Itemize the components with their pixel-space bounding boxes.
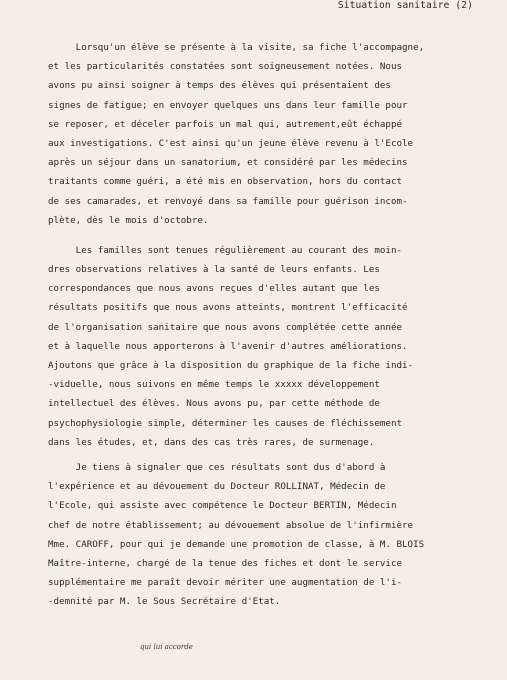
text-line: -viduelle, nous suivons en même temps le xxxxx développement bbox=[48, 379, 380, 391]
text-line: supplémentaire me paraît devoir mériter une augmentation de l'i- bbox=[48, 577, 403, 589]
text-line: de l'organisation sanitaire que nous avons complétée cette année bbox=[48, 321, 403, 333]
text-line: Maître-interne, chargé de la tenue des fiches et dont le service bbox=[48, 557, 403, 569]
text-line: après un séjour dans un sanatorium, et considéré par les médecins bbox=[48, 157, 408, 169]
page-header: Situation sanitaire (2) bbox=[337, 0, 473, 11]
text-line: l'Ecole, qui assiste avec compétence le Docteur BERTIN, Médecin bbox=[48, 500, 397, 512]
text-line: plète, dès le mois d'octobre. bbox=[48, 214, 209, 226]
text-line: dres observations relatives à la santé de leurs enfants. Les bbox=[48, 264, 380, 276]
text-line: traitants comme guéri, a été mis en observation, hors du contact bbox=[48, 176, 403, 188]
text-line: Mme. CAROFF, pour qui je demande une promotion de classe, à M. BLOIS bbox=[48, 538, 425, 550]
text-line: avons pu ainsi soigner à temps des élèves qui présentaient des bbox=[48, 80, 391, 92]
text-line: correspondances que nous avons reçues d'elles autant que les bbox=[48, 283, 380, 295]
text-line: chef de notre établissement; au dévouement absolue de l'infirmière bbox=[48, 519, 414, 531]
text-line: et les particularités constatées sont soigneusement notées. Nous bbox=[48, 61, 403, 73]
text-line: résultats positifs que nous avons atteints, montrent l'efficacité bbox=[48, 302, 408, 314]
text-line: Lorsqu'un élève se présente à la visite, sa fiche l'accompagne, bbox=[48, 42, 425, 53]
text-line: Les familles sont tenues régulièrement au courant des moin- bbox=[48, 244, 403, 256]
text-line: Ajoutons que grâce à la disposition du graphique de la fiche indi- bbox=[48, 360, 414, 371]
text-line: aux investigations. C'est ainsi qu'un jeune élève revenu à l'Ecole bbox=[48, 137, 414, 149]
document-body bbox=[48, 38, 488, 611]
text-line: et à laquelle nous apporterons à l'avenir d'autres améliorations. bbox=[48, 340, 408, 352]
text-line: de ses camarades, et renvoyé dans sa famille pour guérison incom- bbox=[48, 195, 408, 207]
text-line: -demnité par M. le Sous Secrétaire d'Etat. bbox=[48, 596, 281, 608]
text-line: signes de fatigue; en envoyer quelques uns dans leur famille pour bbox=[48, 99, 408, 111]
handwritten-annotation: qui lui accorde bbox=[140, 643, 193, 651]
text-line: l'expérience et au dévouement du Docteur ROLLINAT, Médecin de bbox=[48, 481, 386, 493]
text-line: psychophysiologie simple, déterminer les causes de fléchissement bbox=[48, 417, 403, 429]
text-line: dans les études, et, dans des cas très rares, de surmenage. bbox=[48, 436, 375, 448]
text-line: intellectuel des élèves. Nous avons pu, par cette méthode de bbox=[48, 398, 380, 410]
text-line: Je tiens à signaler que ces résultats sont dus d'abord à bbox=[48, 461, 386, 473]
text-line: se reposer, et déceler parfois un mal qui, autrement,eût échappé bbox=[48, 118, 403, 130]
